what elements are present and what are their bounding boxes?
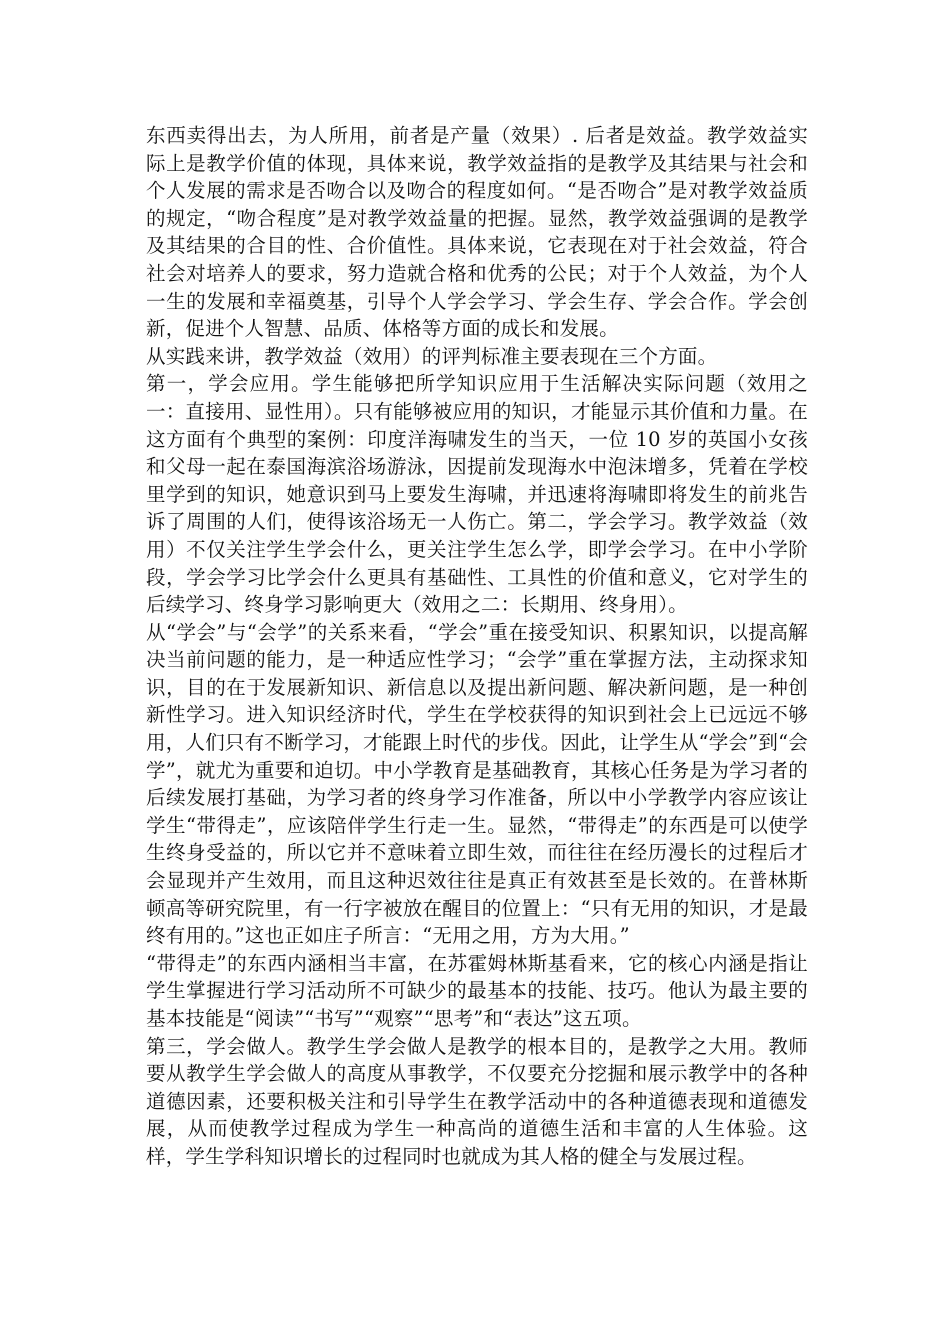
paragraph-practice-standards: 从实践来讲，教学效益（效用）的评判标准主要表现在三个方面。 (146, 344, 718, 368)
paragraph-take-away-skills: “带得走”的东西内涵相当丰富，在苏霍姆林斯基看来，它的核心内涵是指让学生掌握进行学习活动所不可缺少的最基本的技能、技巧。他认为最主要的基本技能是“阅读”“书写”“观察”“思考”和“表达”这五项。 (146, 951, 808, 1030)
paragraph-learned-vs-learning: 从“学会”与“会学”的关系来看，“学会”重在接受知识、积累知识，以提高解决当前问题的能力，是一种适应性学习；“会学”重在掌握方法，主动探求知识，目的在于发展新知识、新信息以及提出新问题、解决新问题，是一种创新性学习。进入知识经济时代，学生在学校获得的知识到社会上已远远不够用，人们只有不断学习，才能跟上时代的步伐。因此，让学生从“学会”到“会学”，就尤为重要和迫切。中小学教育是基础教育，其核心任务是为学习者的后续发展打基础，为学习者的终身学习作准备，所以中小学教学内容应该让学生“带得走”，应该陪伴学生行走一生。显然，“带得走”的东西是可以使学生终身受益的，所以它并不意味着立即生效，而往往在经历漫长的过程后才会显现并产生效用，而且这种迟效往往是真正有效甚至是长效的。在普林斯顿高等研究院里，有一行字被放在醒目的位置上：“只有无用的知识，才是最终有用的。”这也正如庄子所言：“无用之用，方为大用。” (146, 620, 808, 948)
paragraph-learn-to-apply: 第一，学会应用。学生能够把所学知识应用于生活解决实际问题（效用之一：直接用、显性用）。只有能够被应用的知识，才能显示其价值和力量。在这方面有个典型的案例：印度洋海啸发生的当天，一位 10 岁的英国小女孩和父母一起在泰国海滨浴场游泳，因提前发现海水中泡沫增多，凭着在学校里学到的知识，她意识到马上要发生海啸，并迅速将海啸即将发生的前兆告诉了周围的人们，使得该浴场无一人伤亡。第二，学会学习。教学效益（效用）不仅关注学生学会什么，更关注学生怎么学，即学会学习。在中小学阶段，学会学习比学会什么更具有基础性、工具性的价值和意义，它对学生的后续学习、终身学习影响更大（效用之二：长期用、终身用）。 (146, 372, 808, 617)
paragraph-efficiency-definition: 东西卖得出去，为人所用，前者是产量（效果）. 后者是效益。教学效益实际上是教学价值的体现，具体来说，教学效益指的是教学及其结果与社会和个人发展的需求是否吻合以及吻合的程度如何。“是否吻合”是对教学效益质的规定，“吻合程度”是对教学效益量的把握。显然，教学效益强调的是教学及其结果的合目的性、合价值性。具体来说，它表现在对于社会效益，符合社会对培养人的要求，努力造就合格和优秀的公民；对于个人效益，为个人一生的发展和幸福奠基，引导个人学会学习、学会生存、学会合作。学会创新，促进个人智慧、品质、体格等方面的成长和发展。 (146, 124, 808, 341)
document-page (146, 122, 808, 1171)
paragraph-learn-to-be-human: 第三，学会做人。教学生学会做人是教学的根本目的，是教学之大用。教师要从教学生学会做人的高度从事教学，不仅要充分挖掘和展示教学中的各种道德因素，还要积极关注和引导学生在教学活动中的各种道德表现和道德发展，从而使教学过程成为学生一种高尚的道德生活和丰富的人生体验。这样，学生学科知识增长的过程同时也就成为其人格的健全与发展过程。 (146, 1034, 808, 1168)
